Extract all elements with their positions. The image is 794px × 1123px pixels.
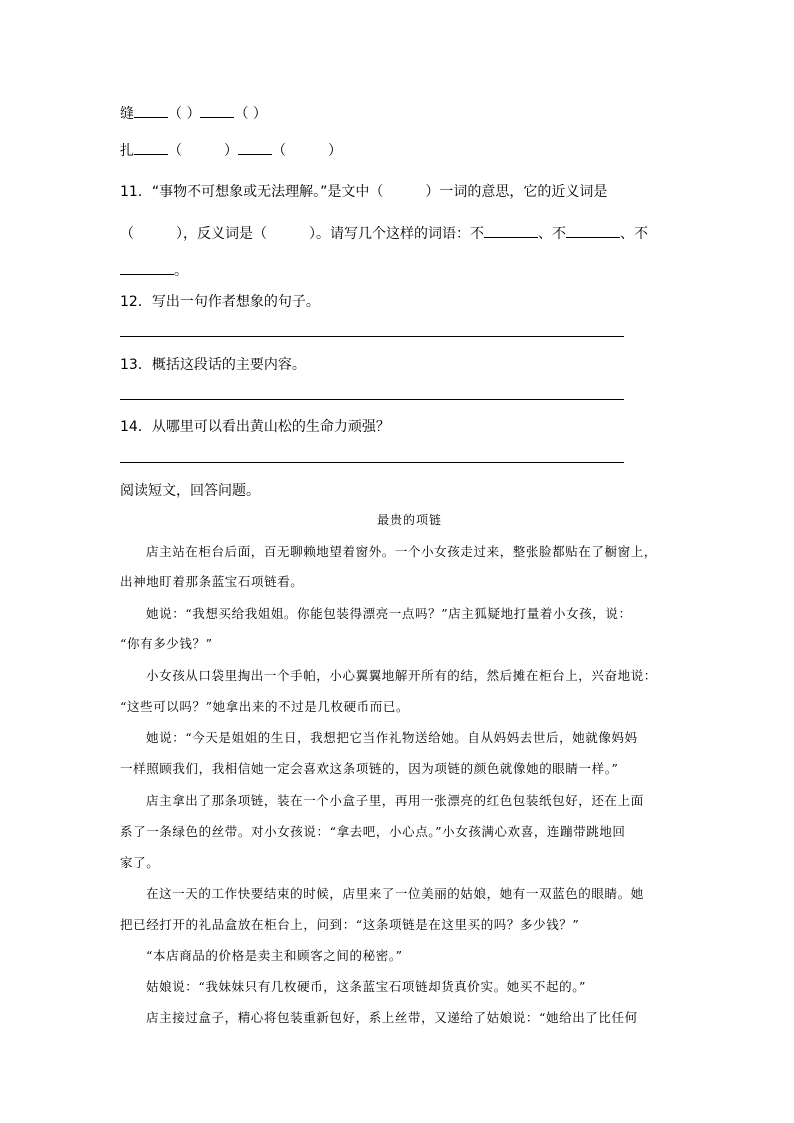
- paren-blank[interactable]: （ ）: [234, 106, 267, 122]
- question-11-line-3: [120, 260, 188, 280]
- story-line: 店主拿出了那条项链，装在一个小盒子里，再用一张漂亮的红色包装纸包好，还在上面: [146, 793, 644, 808]
- answer-blank[interactable]: [238, 140, 272, 155]
- separator-text: 、不: [538, 226, 566, 242]
- word-char: 缝: [120, 106, 134, 122]
- story-line: 出神地盯着那条蓝宝石项链看。: [120, 574, 304, 589]
- story-line: 她说：“我想买给我姐姐。你能包装得漂亮一点吗？”店主狐疑地打量着小女孩，说：: [146, 606, 632, 621]
- paren-blank[interactable]: （ ）: [272, 143, 342, 159]
- answer-blank[interactable]: [566, 223, 620, 238]
- answer-blank[interactable]: [200, 103, 234, 118]
- word-item-row-1: [120, 103, 267, 123]
- question-11-text: （ ），反义词是（ ）。请写几个这样的词语：不: [120, 226, 484, 242]
- question-11-line-2: [120, 223, 648, 243]
- story-line: 她说：“今天是姐姐的生日，我想把它当作礼物送给她。自从妈妈去世后，她就像妈妈: [146, 730, 638, 745]
- story-line: 在这一天的工作快要结束的时候，店里来了一位美丽的姑娘，她有一双蓝色的眼睛。她: [146, 886, 644, 901]
- story-line: “你有多少钱？”: [120, 636, 213, 651]
- story-title: 最贵的项链: [377, 513, 443, 527]
- answer-blank[interactable]: [134, 140, 168, 155]
- separator-text: 、不: [620, 226, 648, 242]
- story-line: “本店商品的价格是卖主和顾客之间的秘密。”: [146, 948, 403, 963]
- story-line: 小女孩从口袋里掏出一个手帕，小心翼翼地解开所有的结，然后摊在柜台上，兴奋地说：: [146, 668, 657, 683]
- story-line: 把已经打开的礼品盒放在柜台上，问到：“这条项链是在这里买的吗？多少钱？”: [120, 917, 580, 932]
- question-12: 12．写出一句作者想象的句子。: [120, 294, 320, 310]
- answer-line-12[interactable]: [120, 336, 624, 337]
- story-line: 店主站在柜台后面，百无聊赖地望着窗外。一个小女孩走过来，整张脸都贴在了橱窗上，: [146, 544, 657, 559]
- story-line: 家了。: [120, 855, 160, 870]
- paren-blank[interactable]: （ ）: [168, 143, 238, 159]
- period-text: 。: [174, 263, 188, 279]
- answer-blank[interactable]: [120, 260, 174, 275]
- answer-blank[interactable]: [484, 223, 538, 238]
- answer-blank[interactable]: [134, 103, 168, 118]
- story-line: 店主接过盒子，精心将包装重新包好，系上丝带，又递给了姑娘说：“她给出了比任何: [146, 1010, 638, 1025]
- story-line: 一样照顾我们，我相信她一定会喜欢这条项链的，因为项链的颜色就像她的眼睛一样。”: [120, 761, 619, 776]
- reading-instruction: 阅读短文，回答问题。: [120, 483, 260, 499]
- story-line: “这些可以吗？”她拿出来的不过是几枚硬币而已。: [120, 699, 410, 714]
- answer-line-13[interactable]: [120, 399, 624, 400]
- question-14: 14．从哪里可以看出黄山松的生命力顽强？: [120, 419, 390, 435]
- paren-blank[interactable]: （ ）: [168, 106, 201, 122]
- question-11-line-1: 11．“事物不可想象或无法理解。”是文中（ ）一词的意思，它的近义词是: [120, 184, 608, 200]
- story-line: 姑娘说：“我妹妹只有几枚硬币，这条蓝宝石项链却货真价实。她买不起的。”: [146, 979, 587, 994]
- answer-line-14[interactable]: [120, 462, 624, 463]
- word-item-row-2: [120, 140, 342, 160]
- question-13: 13．概括这段话的主要内容。: [120, 357, 306, 373]
- word-char: 扎: [120, 143, 134, 159]
- story-line: 系了一条绿色的丝带。对小女孩说：“拿去吧，小心点。”小女孩满心欢喜，连蹦带跳地回: [120, 824, 626, 839]
